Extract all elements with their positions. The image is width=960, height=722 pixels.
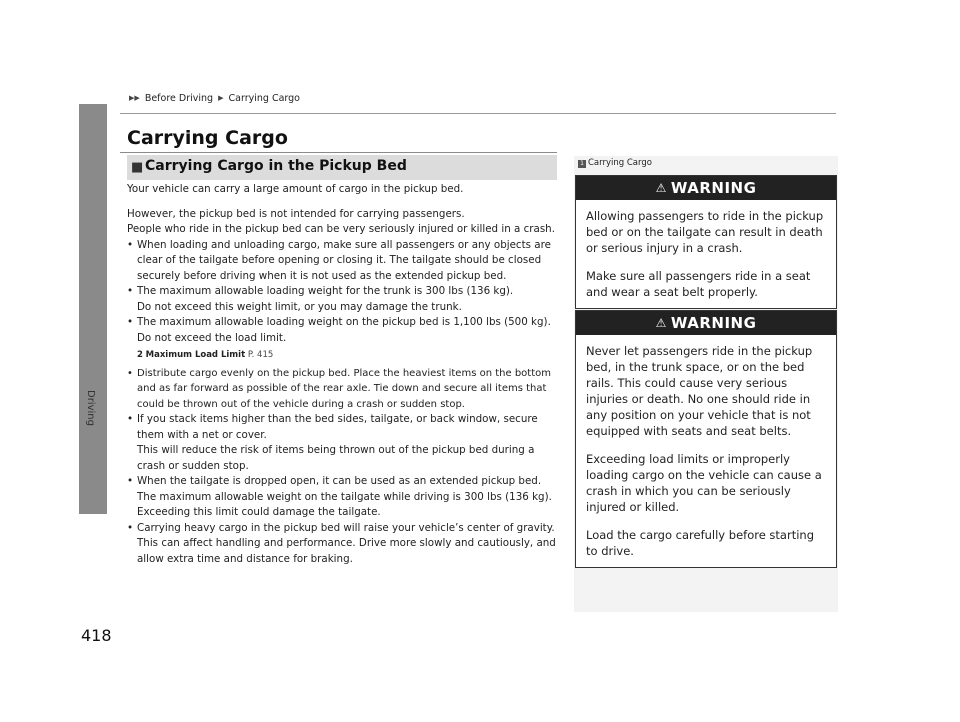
cross-reference-link[interactable] [127,348,557,364]
list-item: • When loading and unloading cargo, make sure all passengers or any objects are clear of the tailgate before opening or closing it. The tailgate should be closed securely before driving when it is not used as the extended pickup bed. [127,238,551,282]
xref-label: Maximum Load Limit [145,350,246,360]
warning-header: ⚠ WARNING [576,176,836,200]
passenger-paragraph-line1: However, the pickup bed is not intended for carrying passengers. [127,207,465,220]
page-title: Carrying Cargo [127,127,288,149]
xref-page: P. 415 [247,350,274,360]
warning-text: Never let passengers ride in the pickup bed, in the trunk space, or on the bed rails. This could cause very serious injuries or death. No one should ride in any position on your vehicle that is not equipped with seats and seat belts. [586,344,813,438]
warning-text: Exceeding load limits or improperly loading cargo on the vehicle can cause a crash in which you can be seriously injured or killed. [586,452,822,514]
warning-icon: ⚠ [655,316,667,330]
warning-icon: ⚠ [655,181,667,195]
warning-text: Make sure all passengers ride in a seat and wear a seat belt properly. [586,269,811,299]
intro-paragraph: Your vehicle can carry a large amount of cargo in the pickup bed. [127,183,464,195]
page-number: 418 [81,626,112,645]
warning-box-2 [575,310,837,568]
list-item: • When the tailgate is dropped open, it can be used as an extended pickup bed. The maximum allowable weight on the tailgate while driving is 300 lbs (136 kg). Exceeding this limit could damage the tailgate. [127,475,552,518]
list-item: • The maximum allowable loading weight for the trunk is 300 lbs (136 kg). Do not exceed this weight limit, or you may damage the trunk. [127,285,514,313]
breadcrumb-part-carrying-cargo[interactable]: Carrying Cargo [228,93,300,104]
list-item: • Distribute cargo evenly on the pickup bed. Place the heaviest items on the bottom and as far forward as possible of the rear axle. Tie down and secure all items that could be thrown out of the vehicle during a crash or sudden stop. [127,367,551,410]
breadcrumb [127,93,300,104]
breadcrumb-part-before-driving[interactable]: Before Driving [144,93,214,104]
breadcrumb-arrow-icon: ▶ [218,94,224,102]
section-heading-bar [127,155,557,180]
warning-header: ⚠ WARNING [576,311,836,335]
list-item: • If you stack items higher than the bed sides, tailgate, or back window, secure them with a net or cover. This will reduce the risk of items being thrown out of the pickup bed during a crash or sudden stop. [127,413,538,472]
side-tab [79,104,107,514]
warning-box-1 [575,175,837,309]
list-item: • The maximum allowable loading weight on the pickup bed is 1,100 lbs (500 kg). Do not exceed the load limit. [127,316,551,344]
breadcrumb-arrows-icon: ▶▶ [129,94,140,102]
sidebar-header: 1 Carrying Cargo [578,158,652,168]
warning-text: Load the cargo carefully before starting to drive. [586,528,815,558]
passenger-paragraph-line2: People who ride in the pickup bed can be very seriously injured or killed in a crash. [127,223,555,235]
section-heading: Carrying Cargo in the Pickup Bed [145,158,407,174]
square-bullet-icon: ■ [131,160,144,175]
header-rule [120,113,836,114]
body-text [127,182,557,567]
xref-arrow-icon: 2 [137,350,143,360]
side-tab-label: Driving [85,390,96,426]
title-rule [120,152,557,153]
warning-text: Allowing passengers to ride in the pickup bed or on the tailgate can result in death or serious injury in a crash. [586,209,824,255]
list-item: • Carrying heavy cargo in the pickup bed will raise your vehicle’s center of gravity. This can affect handling and performance. Drive more slowly and cautiously, and allow extra time and distance for braking. [127,521,556,565]
note-number-icon: 1 [578,160,586,168]
